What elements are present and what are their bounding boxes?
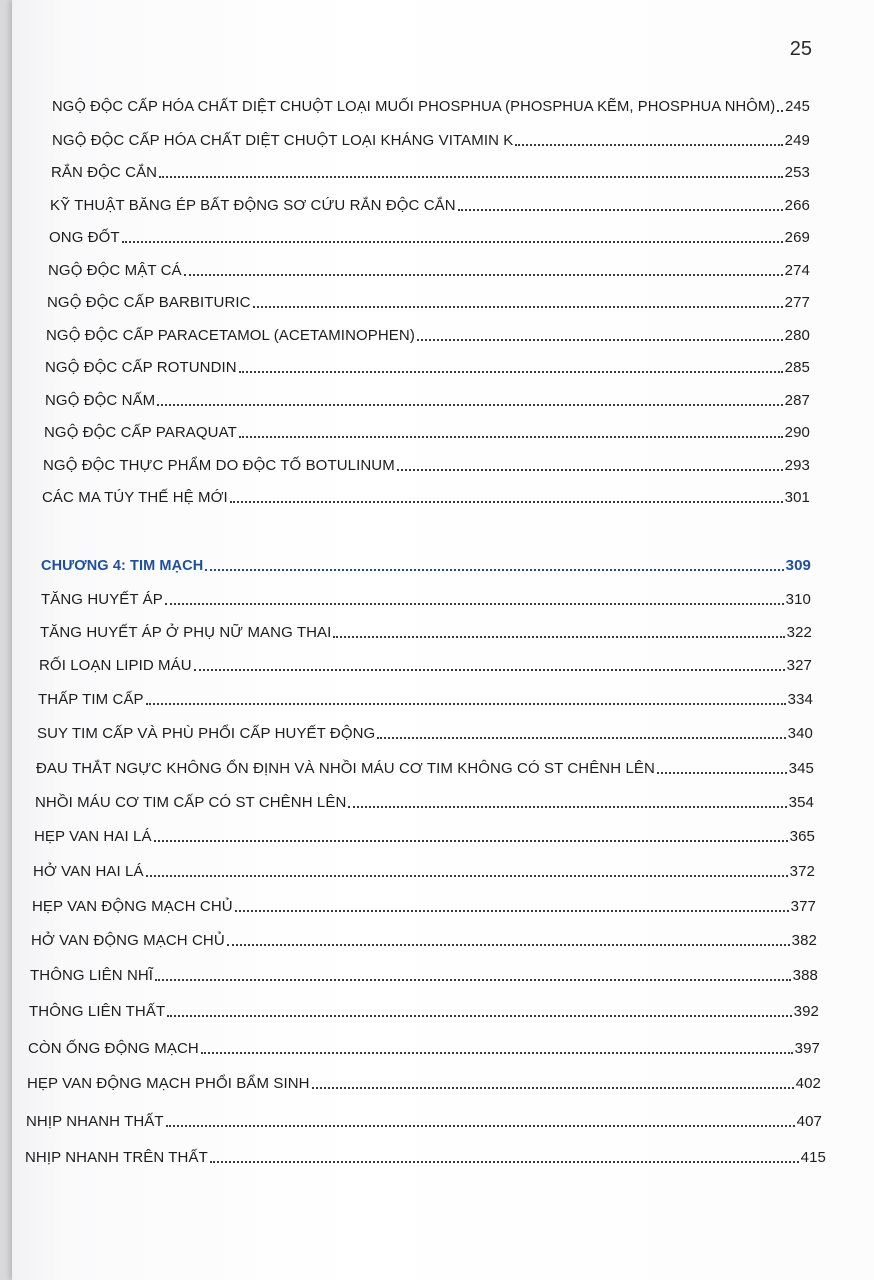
toc-entry-page: 327 [786, 657, 812, 674]
toc-entry [28, 1040, 820, 1057]
toc-entry [30, 967, 818, 984]
dot-leader [397, 468, 783, 471]
toc-entry-page: 293 [784, 457, 810, 474]
toc-entry [35, 794, 814, 811]
toc-entry-title: TĂNG HUYẾT ÁP Ở PHỤ NỮ MANG THAI [40, 624, 332, 641]
toc-entry-page: 388 [792, 967, 818, 984]
toc-entry-page: 266 [784, 197, 810, 214]
toc-entry-title: NGỘ ĐỘC CẤP HÓA CHẤT DIỆT CHUỘT LOẠI MUỐI PHOSPHUA (PHOSPHUA KẼM, PHOSPHUA NHÔM) [52, 99, 776, 115]
toc-entry [36, 760, 814, 777]
dot-leader [515, 143, 782, 146]
toc-entry [25, 1149, 826, 1166]
dot-leader [205, 568, 783, 571]
toc-entry-title: NGỘ ĐỘC MẬT CÁ [48, 262, 182, 279]
toc-entry-page: 402 [795, 1075, 821, 1092]
toc-entry-page: 310 [785, 591, 811, 608]
dot-leader [348, 805, 786, 808]
toc-entry-page: 354 [788, 794, 814, 811]
toc-entry-page: 322 [786, 624, 812, 641]
dot-leader [230, 500, 783, 503]
toc-entry-page: 334 [787, 691, 813, 708]
toc-entry [44, 424, 810, 441]
toc-entry [40, 624, 812, 641]
toc-entry-title: ONG ĐỐT [49, 229, 120, 246]
dot-leader [146, 874, 788, 877]
toc-entry-page: 397 [794, 1040, 820, 1057]
toc-entry-title: NGỘ ĐỘC CẤP BARBITURIC [47, 294, 251, 311]
toc-entry-title: CÒN ỐNG ĐỘNG MẠCH [28, 1040, 199, 1057]
dot-leader [210, 1160, 799, 1163]
toc-entry-page: 407 [796, 1113, 822, 1130]
toc-entry [37, 725, 813, 742]
toc-entry [46, 327, 810, 344]
dot-leader [165, 602, 784, 605]
dot-leader [194, 668, 785, 671]
dot-leader [657, 771, 787, 774]
toc-entry-title: RỐI LOẠN LIPID MÁU [39, 657, 192, 674]
toc-entry-title: TĂNG HUYẾT ÁP [41, 591, 163, 608]
toc-entry [39, 657, 812, 674]
dot-leader [777, 109, 783, 112]
page-number: 25 [789, 38, 812, 60]
toc-entry-title: NGỘ ĐỘC THỰC PHẨM DO ĐỘC TỐ BOTULINUM [43, 457, 395, 474]
toc-entry-page: 415 [800, 1149, 826, 1166]
dot-leader [155, 978, 791, 981]
toc-entry [52, 132, 810, 149]
toc-entry-title: HỞ VAN HAI LÁ [33, 863, 144, 880]
toc-entry-page: 377 [790, 898, 816, 915]
toc-entry-title: THÔNG LIÊN NHĨ [30, 967, 154, 984]
toc-entry-page: 290 [784, 424, 810, 441]
toc-entry-title: NGỘ ĐỘC CẤP PARAQUAT [44, 424, 237, 441]
dot-leader [184, 273, 783, 276]
toc-entry-page: 285 [784, 359, 810, 376]
toc-entry-title: THẤP TIM CẤP [38, 691, 144, 708]
toc-entry-page: 287 [784, 392, 810, 409]
toc-entry-page: 382 [791, 932, 817, 949]
dot-leader [333, 635, 784, 638]
dot-leader [239, 435, 783, 438]
toc-entry-page: 245 [785, 99, 810, 115]
toc-entry [33, 863, 815, 880]
toc-entry-page: 340 [787, 725, 813, 742]
dot-leader [146, 702, 786, 705]
toc-entry-page: 301 [784, 489, 810, 506]
toc-entry-title: HỞ VAN ĐỘNG MẠCH CHỦ [31, 932, 225, 949]
dot-leader [167, 1014, 791, 1017]
toc-entry [43, 457, 810, 474]
toc-entry-title: HẸP VAN HAI LÁ [34, 828, 152, 845]
toc-entry-title: NGỘ ĐỘC CẤP ROTUNDIN [45, 359, 237, 376]
toc-entry-title: RẮN ĐỘC CẮN [51, 164, 158, 181]
toc-entry-title: HẸP VAN ĐỘNG MẠCH CHỦ [32, 898, 233, 915]
toc-entry-title: CÁC MA TÚY THẾ HỆ MỚI [42, 489, 228, 506]
toc-entry [50, 197, 810, 214]
toc-entry [32, 898, 816, 915]
toc-entry [48, 262, 810, 279]
dot-leader [122, 240, 783, 243]
toc-entry [45, 359, 810, 376]
dot-leader [154, 839, 788, 842]
toc-entry-title: NHỒI MÁU CƠ TIM CẤP CÓ ST CHÊNH LÊN [35, 794, 347, 811]
toc-entry [29, 1003, 819, 1020]
dot-leader [159, 175, 783, 178]
chapter-heading [41, 557, 811, 574]
dot-leader [417, 338, 783, 341]
toc-entry-page: 277 [784, 294, 810, 311]
toc-entry [49, 229, 810, 246]
toc-entry [31, 932, 817, 949]
toc-entry [26, 1113, 822, 1130]
toc-entry-page: 274 [784, 262, 810, 279]
toc-entry-title: NHỊP NHANH THẤT [26, 1113, 164, 1130]
dot-leader [253, 305, 783, 308]
toc-entry [51, 164, 810, 181]
book-page [12, 0, 874, 1280]
dot-leader [235, 909, 789, 912]
toc-entry-page: 280 [784, 327, 810, 344]
toc-entry [45, 392, 810, 409]
toc-entry-title: NGỘ ĐỘC CẤP HÓA CHẤT DIỆT CHUỘT LOẠI KHÁNG VITAMIN K [52, 132, 514, 149]
dot-leader [201, 1051, 793, 1054]
toc-entry [41, 591, 811, 608]
toc-entry-page: 249 [784, 132, 810, 149]
dot-leader [227, 943, 790, 946]
toc-entry-title: SUY TIM CẤP VÀ PHÙ PHỔI CẤP HUYẾT ĐỘNG [37, 725, 376, 742]
dot-leader [312, 1086, 794, 1089]
toc-entry-title: KỸ THUẬT BĂNG ÉP BẤT ĐỘNG SƠ CỨU RẮN ĐỘC CẮN [50, 197, 456, 214]
dot-leader [377, 736, 785, 739]
toc-entry-title: HẸP VAN ĐỘNG MẠCH PHỔI BẨM SINH [27, 1075, 310, 1092]
toc-entry [42, 489, 810, 506]
toc-entry [27, 1075, 821, 1092]
toc-entry-title: THÔNG LIÊN THẤT [29, 1003, 166, 1020]
dot-leader [458, 208, 783, 211]
toc-entry [47, 294, 810, 311]
chapter-page: 309 [785, 557, 811, 574]
toc-entry [52, 99, 810, 115]
toc-entry-title: ĐAU THẮT NGỰC KHÔNG ỔN ĐỊNH VÀ NHỒI MÁU CƠ TIM KHÔNG CÓ ST CHÊNH LÊN [36, 760, 655, 777]
toc-entry-page: 253 [784, 164, 810, 181]
toc-entry-page: 372 [789, 863, 815, 880]
toc-entry-title: NGỘ ĐỘC CẤP PARACETAMOL (ACETAMINOPHEN) [46, 327, 415, 344]
toc-entry-title: NHỊP NHANH TRÊN THẤT [25, 1149, 208, 1166]
dot-leader [166, 1124, 795, 1127]
toc-entry [38, 691, 813, 708]
dot-leader [157, 403, 782, 406]
toc-entry-page: 392 [793, 1003, 819, 1020]
chapter-title: CHƯƠNG 4: TIM MẠCH [41, 558, 204, 574]
toc-entry-title: NGỘ ĐỘC NẤM [45, 392, 156, 409]
toc-entry-page: 269 [784, 229, 810, 246]
toc-entry [34, 828, 815, 845]
dot-leader [239, 370, 783, 373]
toc-entry-page: 345 [788, 760, 814, 777]
toc-entry-page: 365 [789, 828, 815, 845]
